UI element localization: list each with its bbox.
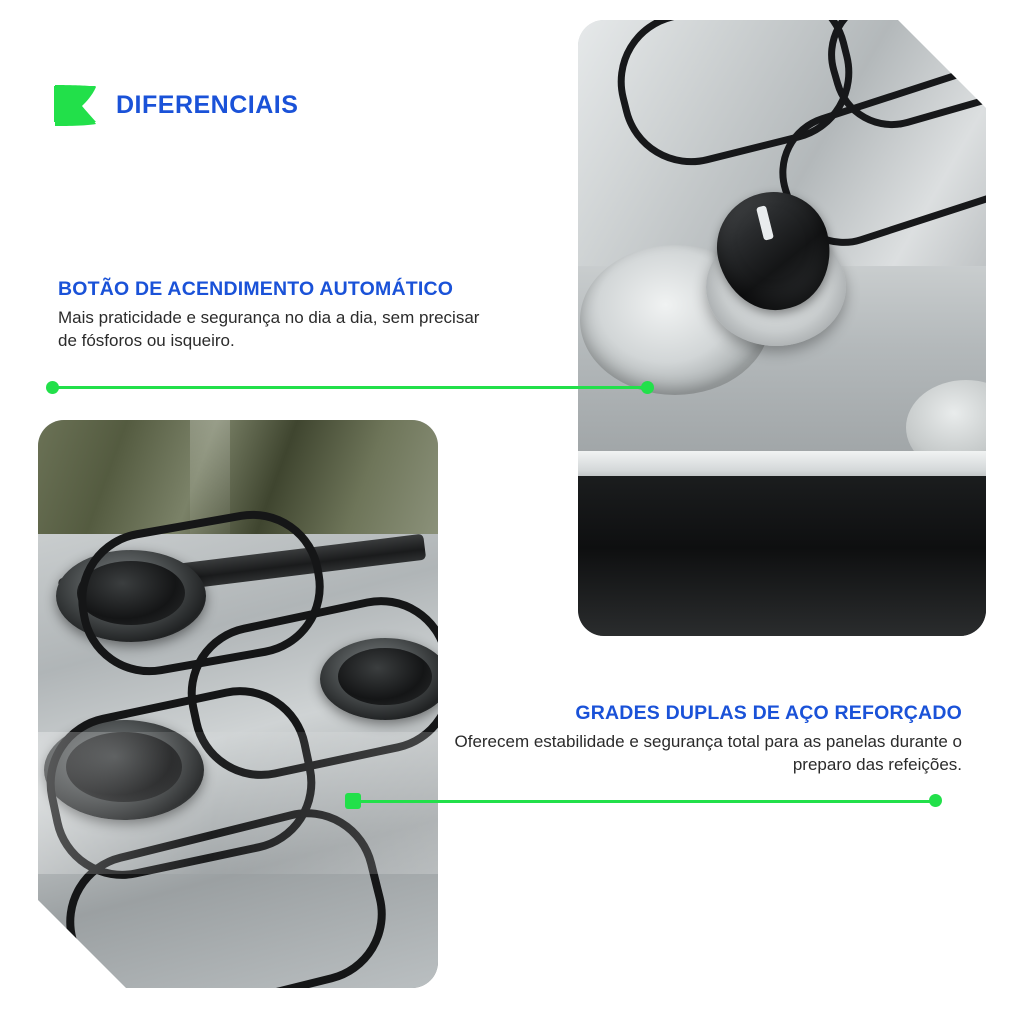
page-title: DIFERENCIAIS bbox=[116, 90, 299, 119]
connector-line bbox=[358, 800, 936, 803]
feature-title: BOTÃO DE ACENDIMENTO AUTOMÁTICO bbox=[58, 278, 454, 300]
flag-icon bbox=[52, 82, 102, 128]
connector-dot-end bbox=[641, 381, 654, 394]
feature-description: Oferecem estabilidade e segurança total para as panelas durante o preparo das refeições. bbox=[454, 732, 962, 774]
connector-dot-end bbox=[929, 794, 942, 807]
feature-auto-ignition bbox=[58, 278, 488, 352]
section-header bbox=[52, 82, 298, 128]
feature-description: Mais praticidade e segurança no dia a dia, sem precisar de fósforos ou isqueiro. bbox=[58, 308, 480, 350]
photo-knob-closeup bbox=[578, 20, 986, 636]
photo-shadow-area bbox=[578, 476, 986, 636]
surface-highlight bbox=[38, 732, 438, 874]
feature-double-grates bbox=[442, 702, 962, 776]
feature-title: GRADES DUPLAS DE AÇO REFORÇADO bbox=[575, 702, 962, 724]
connector-line bbox=[56, 386, 648, 389]
photo-cooktop-grates bbox=[38, 420, 438, 988]
